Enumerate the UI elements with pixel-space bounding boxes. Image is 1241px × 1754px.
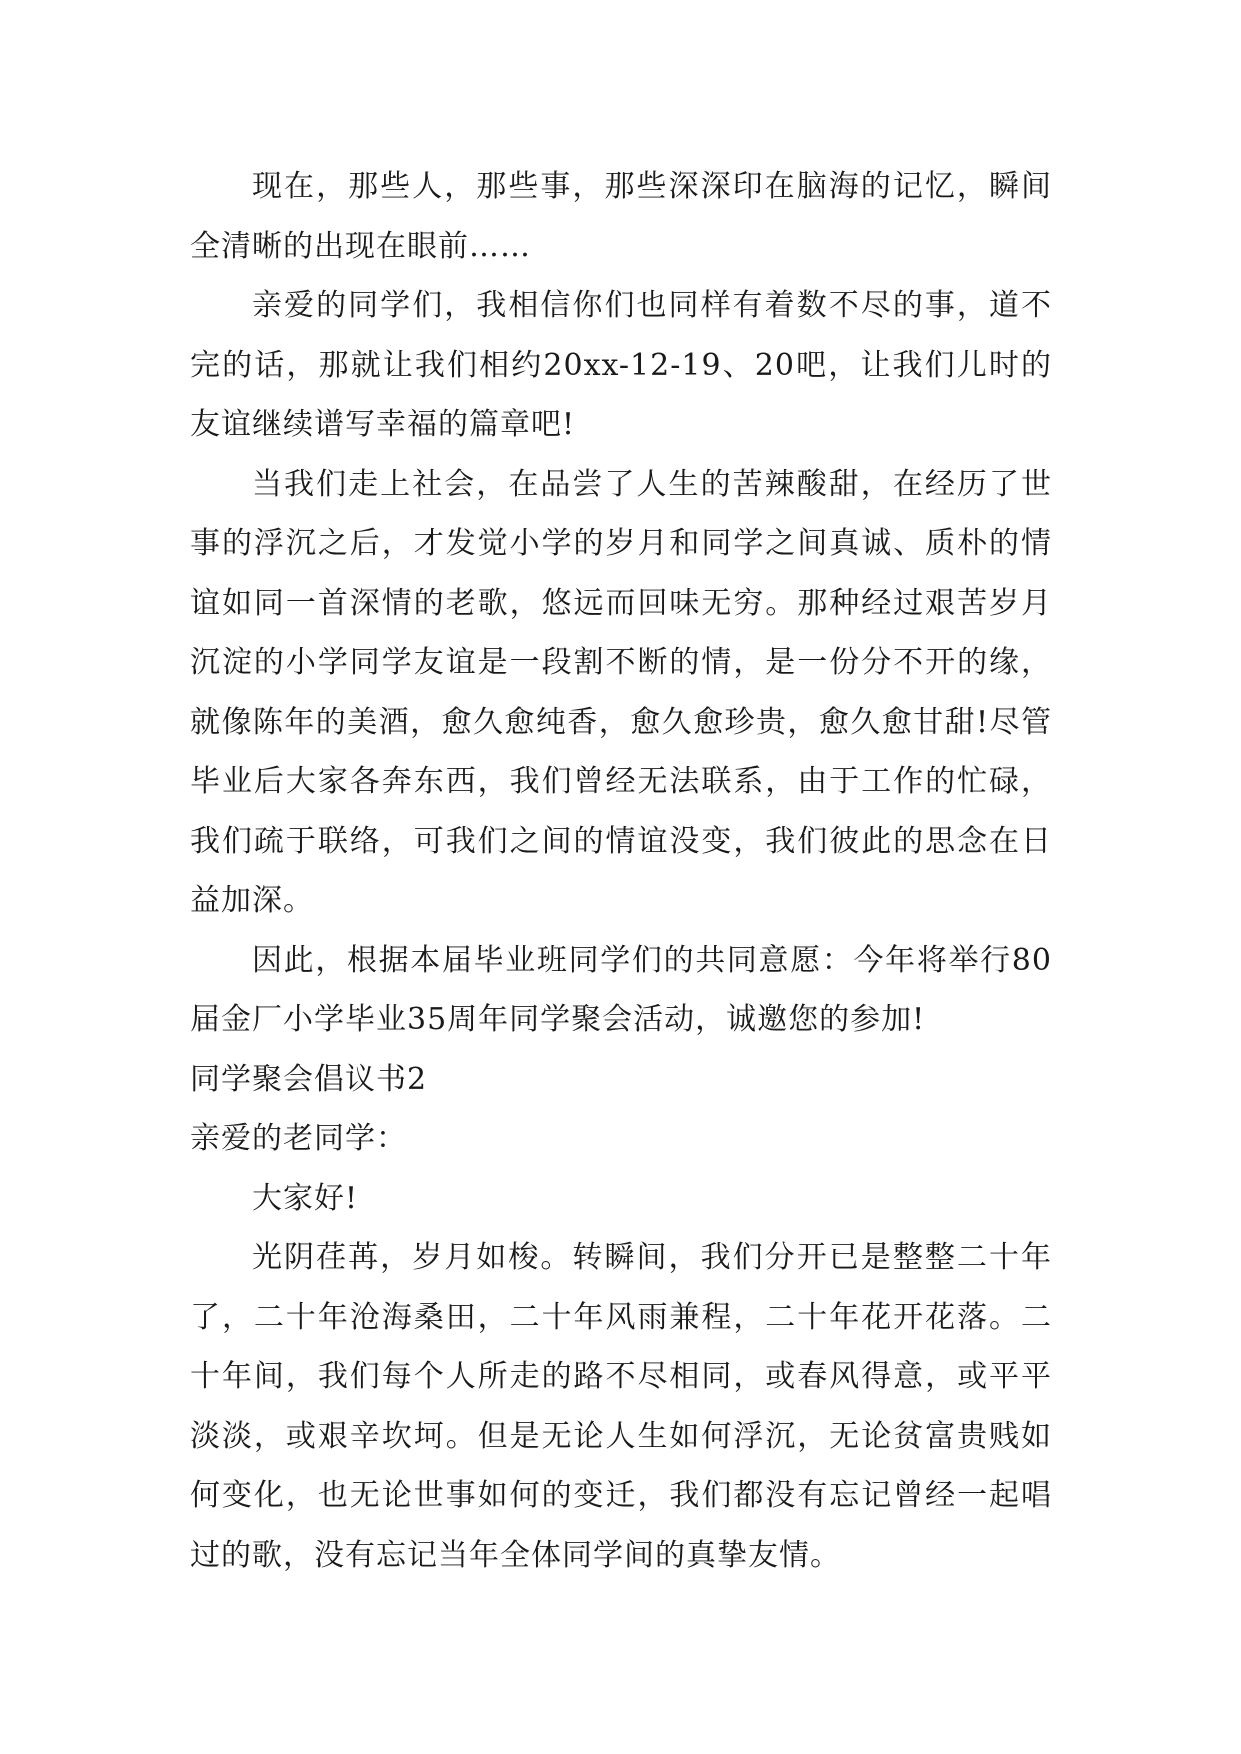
paragraph-friendship: 当我们走上社会，在品尝了人生的苦辣酸甜，在经历了世事的浮沉之后，才发觉小学的岁月和同学之间真诚、质朴的情谊如同一首深情的老歌，悠远而回味无穷。那种经过艰苦岁月沉淀的小学同学友谊是一段割不断的情，是一份分不开的缘，就像陈年的美酒，愈久愈纯香，愈久愈珍贵，愈久愈甘甜!尽管毕业后大家各奔东西，我们曾经无法联系，由于工作的忙碌，我们疏于联络，可我们之间的情谊没变，我们彼此的思念在日益加深。 xyxy=(190,466,1052,918)
paragraph-twenty-years: 光阴荏苒，岁月如梭。转瞬间，我们分开已是整整二十年了，二十年沧海桑田，二十年风雨兼程，二十年花开花落。二十年间，我们每个人所走的路不尽相同，或春风得意，或平平淡淡，或艰辛坎坷。但是无论人生如何浮沉，无论贫富贵贱如何变化，也无论世事如何的变迁，我们都没有忘记曾经一起唱过的歌，没有忘记当年全体同学间的真挚友情。 xyxy=(190,1240,1052,1573)
greeting: 大家好! xyxy=(252,1180,359,1216)
section-title: 同学聚会倡议书2 xyxy=(190,1061,428,1097)
document-body xyxy=(190,157,1052,1585)
paragraph-memories: 现在，那些人，那些事，那些深深印在脑海的记忆，瞬间全清晰的出现在眼前…… xyxy=(190,169,1052,264)
salutation: 亲爱的老同学： xyxy=(190,1121,407,1156)
paragraph-reunion-announcement: 因此，根据本届毕业班同学们的共同意愿：今年将举行80届金厂小学毕业35周年同学聚会活动，诚邀您的参加! xyxy=(190,942,1052,1037)
paragraph-invitation-date: 亲爱的同学们，我相信你们也同样有着数不尽的事，道不完的话，那就让我们相约20xx-12-19、20吧，让我们儿时的友谊继续谱写幸福的篇章吧! xyxy=(190,288,1052,442)
